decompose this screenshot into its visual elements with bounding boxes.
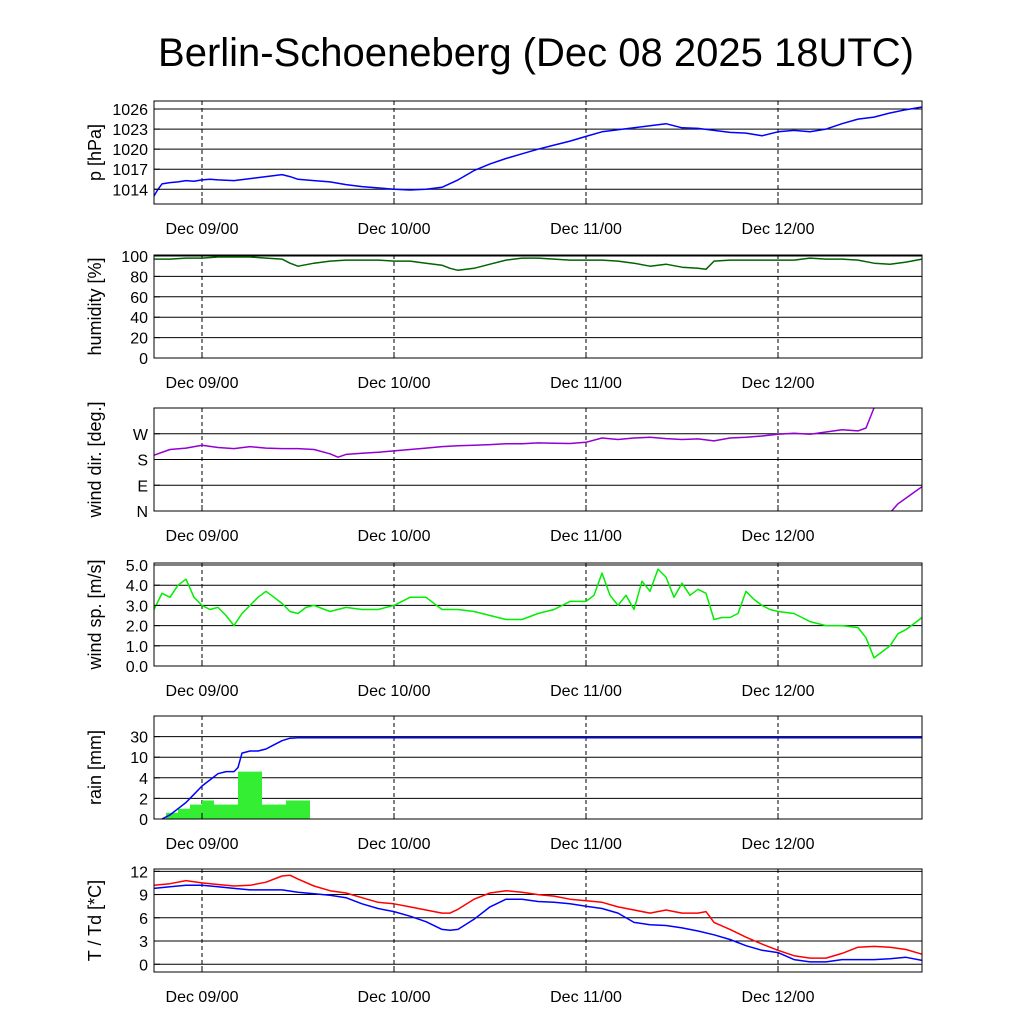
humidity-ytick-label: 100 xyxy=(121,249,148,267)
rain-panel xyxy=(85,716,922,853)
temperature-dewpoint-xtick-label: Dec 09/00 xyxy=(165,989,239,1006)
temperature-dewpoint-ytick-label: 12 xyxy=(130,864,148,882)
rain-bar xyxy=(286,800,310,819)
panels xyxy=(85,101,922,1006)
temperature-dewpoint-ytick-label: 0 xyxy=(139,957,148,975)
pressure-ytick-label: 1023 xyxy=(112,122,148,140)
wind-speed-ytick-label: 1.0 xyxy=(125,638,148,656)
pressure-series-line xyxy=(154,107,922,196)
pressure-ytick-label: 1014 xyxy=(112,182,148,200)
humidity-xtick-label: Dec 09/00 xyxy=(165,375,239,392)
rain-xtick-label: Dec 10/00 xyxy=(357,836,431,853)
wind-speed-ytick-label: 5.0 xyxy=(125,558,148,576)
chart-title: Berlin-Schoeneberg (Dec 08 2025 18UTC) xyxy=(158,31,914,75)
wind-speed-ytick-label: 3.0 xyxy=(125,598,148,616)
wind-direction-ytick-label: N xyxy=(136,504,148,521)
rain-bar xyxy=(202,800,214,819)
wind-speed-xtick-label: Dec 10/00 xyxy=(357,683,431,700)
rain-bar xyxy=(178,809,190,819)
humidity-ytick-label: 40 xyxy=(130,310,148,328)
pressure-ylabel: p [hPa] xyxy=(85,123,105,182)
wind-direction-xtick-label: Dec 10/00 xyxy=(357,528,431,545)
wind-direction-ytick-label: W xyxy=(132,426,148,444)
rain-ylabel: rain [mm] xyxy=(85,729,105,806)
pressure-ytick-label: 1026 xyxy=(112,102,148,120)
pressure-xtick-label: Dec 10/00 xyxy=(357,221,431,238)
humidity-frame xyxy=(154,255,922,358)
pressure-ytick-label: 1020 xyxy=(112,142,148,160)
humidity-xtick-label: Dec 10/00 xyxy=(357,375,431,392)
humidity-ytick-label: 0 xyxy=(139,351,148,368)
rain-ytick-label: 4 xyxy=(139,770,148,788)
rain-ytick-label: 2 xyxy=(139,791,148,809)
wind-speed-ylabel: wind sp. [m/s] xyxy=(85,559,105,670)
pressure-xtick-label: Dec 11/00 xyxy=(550,221,622,238)
wind-direction-ytick-label: E xyxy=(137,478,148,496)
wind-speed-ytick-label: 0.0 xyxy=(125,659,148,676)
temperature-dewpoint-ytick-label: 6 xyxy=(139,910,148,928)
rain-xtick-label: Dec 09/00 xyxy=(165,836,239,853)
temperature-dewpoint-ytick-label: 3 xyxy=(139,934,148,952)
wind-speed-xtick-label: Dec 11/00 xyxy=(550,683,622,700)
humidity-ylabel: humidity [%] xyxy=(85,257,105,356)
temperature-dewpoint-series-line xyxy=(154,875,922,958)
rain-bar xyxy=(190,805,202,819)
humidity-series-line xyxy=(154,257,922,270)
humidity-xtick-label: Dec 12/00 xyxy=(741,375,815,392)
rain-ytick-label: 10 xyxy=(130,750,148,768)
wind-direction-xtick-label: Dec 11/00 xyxy=(550,528,622,545)
temperature-dewpoint-xtick-label: Dec 12/00 xyxy=(741,989,815,1006)
rain-xtick-label: Dec 11/00 xyxy=(550,836,622,853)
wind-direction-series-line xyxy=(154,408,874,457)
pressure-panel xyxy=(85,101,922,238)
temperature-dewpoint-frame xyxy=(154,869,922,972)
temperature-dewpoint-xtick-label: Dec 10/00 xyxy=(357,989,431,1006)
humidity-panel xyxy=(85,249,922,392)
wind-speed-xtick-label: Dec 09/00 xyxy=(165,683,239,700)
pressure-xtick-label: Dec 09/00 xyxy=(165,221,239,238)
pressure-frame xyxy=(154,101,922,204)
temperature-dewpoint-xtick-label: Dec 11/00 xyxy=(550,989,622,1006)
humidity-xtick-label: Dec 11/00 xyxy=(550,375,622,392)
wind-speed-frame xyxy=(154,563,922,666)
rain-ytick-label: 0 xyxy=(139,812,148,829)
humidity-ytick-label: 80 xyxy=(130,269,148,287)
wind-direction-ylabel: wind dir. [deg.] xyxy=(85,401,105,518)
wind-speed-panel xyxy=(85,558,922,700)
wind-direction-xtick-label: Dec 12/00 xyxy=(741,528,815,545)
wind-speed-ytick-label: 2.0 xyxy=(125,618,148,636)
rain-bar xyxy=(214,805,238,819)
pressure-ytick-label: 1017 xyxy=(112,162,148,180)
humidity-ytick-label: 20 xyxy=(130,330,148,348)
temperature-dewpoint-series-line xyxy=(154,885,922,962)
wind-speed-xtick-label: Dec 12/00 xyxy=(741,683,815,700)
temperature-dewpoint-ytick-label: 9 xyxy=(139,887,148,905)
rain-ytick-label: 30 xyxy=(130,729,148,747)
wind-direction-xtick-label: Dec 09/00 xyxy=(165,528,239,545)
rain-xtick-label: Dec 12/00 xyxy=(741,836,815,853)
wind-speed-series-line xyxy=(154,569,922,658)
temperature-dewpoint-ylabel: T / Td [*C] xyxy=(85,879,105,962)
wind-direction-series-line xyxy=(892,487,922,511)
rain-frame xyxy=(154,716,922,819)
rain-bar xyxy=(238,772,262,819)
wind-direction-panel xyxy=(85,401,922,545)
wind-direction-ytick-label: S xyxy=(137,452,148,470)
wind-speed-ytick-label: 4.0 xyxy=(125,578,148,596)
rain-bar xyxy=(262,805,286,819)
pressure-xtick-label: Dec 12/00 xyxy=(741,221,815,238)
temperature-dewpoint-panel xyxy=(85,864,922,1006)
humidity-ytick-label: 60 xyxy=(130,289,148,307)
